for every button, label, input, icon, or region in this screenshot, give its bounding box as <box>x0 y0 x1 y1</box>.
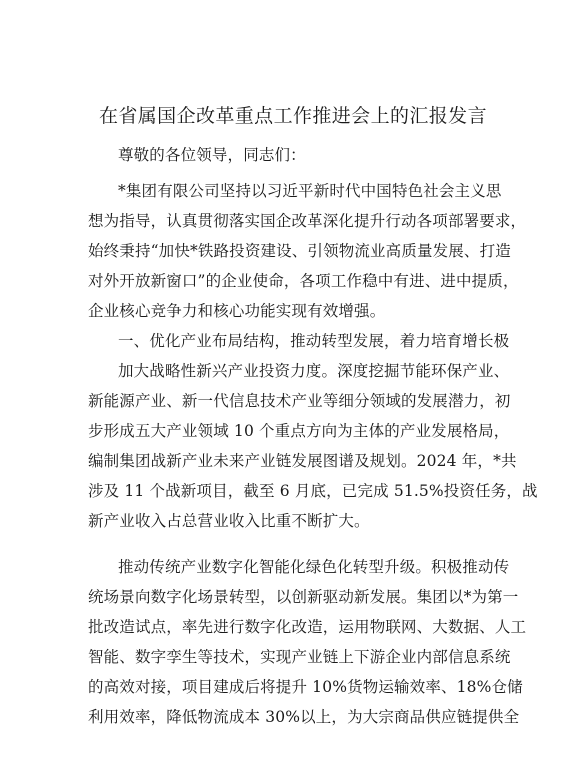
para2-line-4: 智能、数字孪生等技术，实现产业链上下游企业内部信息系统 <box>88 648 511 666</box>
para2-line-5: 的高效对接，项目建成后将提升 10%货物运输效率、18%仓储 <box>88 678 523 696</box>
para1-line-6: 新产业收入占总营业收入比重不断扩大。 <box>88 512 370 530</box>
intro-line-1: *集团有限公司坚持以习近平新时代中国特色社会主义思 <box>118 182 502 200</box>
intro-line-2: 想为指导，认真贯彻落实国企改革深化提升行动各项部署要求， <box>88 212 527 230</box>
para1-line-1: 加大战略性新兴产业投资力度。深度挖掘节能环保产业、 <box>118 362 510 380</box>
para1-line-3: 步形成五大产业领域 10 个重点方向为主体的产业发展格局， <box>88 422 510 440</box>
para2-line-1: 推动传统产业数字化智能化绿色化转型升级。积极推动传 <box>118 558 510 576</box>
greeting: 尊敬的各位领导，同志们： <box>118 146 306 164</box>
para2-line-2: 统场景向数字化场景转型，以创新驱动新发展。集团以*为第一 <box>88 588 519 606</box>
para2-line-6: 利用效率，降低物流成本 30%以上，为大宗商品供应链提供全 <box>88 708 520 726</box>
para1-line-2: 新能源产业、新一代信息技术产业等细分领域的发展潜力，初 <box>88 392 511 410</box>
intro-line-5: 企业核心竞争力和核心功能实现有效增强。 <box>88 302 386 320</box>
document-title: 在省属国企改革重点工作推进会上的汇报发言 <box>98 105 487 127</box>
para2-line-3: 批改造试点，率先进行数字化改造，运用物联网、大数据、人工 <box>88 618 527 636</box>
para1-line-5: 涉及 11 个战新项目，截至 6 月底，已完成 51.5%投资任务，战 <box>88 482 538 500</box>
intro-line-4: 对外开放新窗口”的企业使命，各项工作稳中有进、进中提质， <box>88 272 519 290</box>
section-heading: 一、优化产业布局结构，推动转型发展，着力培育增长极 <box>118 332 510 350</box>
intro-line-3: 始终秉持“加快*铁路投资建设、引领物流业高质量发展、打造 <box>88 242 511 260</box>
para1-line-4: 编制集团战新产业未来产业链发展图谱及规划。2024 年，*共 <box>88 452 517 470</box>
